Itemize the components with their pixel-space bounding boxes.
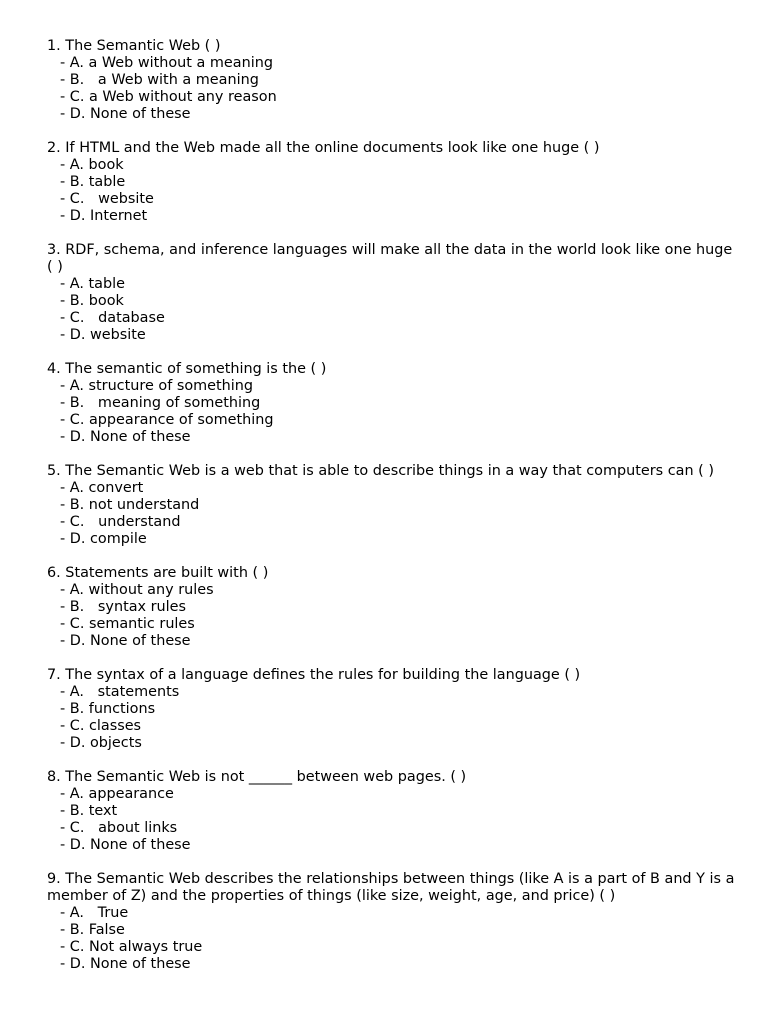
option-d: - D. None of these — [60, 956, 191, 972]
option-d: - D. None of these — [60, 633, 191, 649]
option-list — [47, 786, 738, 854]
option-b: - B. meaning of something — [60, 395, 261, 411]
question-stem: 3. RDF, schema, and inference languages will make all the data in the world look like one huge ( ) — [47, 242, 737, 275]
option-b: - B. a Web with a meaning — [60, 72, 259, 88]
option-b: - B. syntax rules — [60, 599, 187, 615]
option-d: - D. objects — [60, 735, 142, 751]
question-3 — [47, 242, 738, 344]
option-c: - C. database — [60, 310, 165, 326]
option-a: - A. True — [60, 905, 129, 921]
option-a: - A. table — [60, 276, 125, 292]
option-d: - D. Internet — [60, 208, 148, 224]
option-list — [47, 55, 738, 123]
question-stem: 5. The Semantic Web is a web that is able to describe things in a way that computers can ( ) — [47, 463, 714, 479]
option-d: - D. None of these — [60, 429, 191, 445]
option-b: - B. functions — [60, 701, 156, 717]
question-stem: 8. The Semantic Web is not ______ between web pages. ( ) — [47, 769, 467, 785]
option-b: - B. text — [60, 803, 118, 819]
question-8 — [47, 769, 738, 854]
question-stem: 7. The syntax of a language defines the rules for building the language ( ) — [47, 667, 581, 683]
question-stem: 2. If HTML and the Web made all the online documents look like one huge ( ) — [47, 140, 600, 156]
option-c: - C. understand — [60, 514, 181, 530]
question-5 — [47, 463, 738, 548]
option-b: - B. table — [60, 174, 126, 190]
option-b: - B. False — [60, 922, 125, 938]
option-c: - C. a Web without any reason — [60, 89, 277, 105]
option-a: - A. structure of something — [60, 378, 254, 394]
question-4 — [47, 361, 738, 446]
option-list — [47, 276, 738, 344]
option-b: - B. book — [60, 293, 124, 309]
question-1 — [47, 38, 738, 123]
option-list — [47, 582, 738, 650]
option-list — [47, 480, 738, 548]
option-list — [47, 378, 738, 446]
question-7 — [47, 667, 738, 752]
question-stem: 9. The Semantic Web describes the relationships between things (like A is a part of B and Y is a member of Z) and the properties of things (like size, weight, age, and price) ( ) — [47, 871, 739, 904]
option-d: - D. compile — [60, 531, 147, 547]
option-d: - D. None of these — [60, 106, 191, 122]
option-c: - C. classes — [60, 718, 142, 734]
option-c: - C. website — [60, 191, 154, 207]
question-2 — [47, 140, 738, 225]
option-c: - C. semantic rules — [60, 616, 195, 632]
option-list — [47, 905, 738, 973]
question-9 — [47, 871, 738, 973]
option-a: - A. a Web without a meaning — [60, 55, 273, 71]
question-stem: 1. The Semantic Web ( ) — [47, 38, 221, 54]
option-a: - A. without any rules — [60, 582, 214, 598]
option-a: - A. book — [60, 157, 124, 173]
question-stem: 6. Statements are built with ( ) — [47, 565, 269, 581]
option-a: - A. convert — [60, 480, 144, 496]
question-6 — [47, 565, 738, 650]
option-list — [47, 684, 738, 752]
option-c: - C. about links — [60, 820, 178, 836]
question-stem: 4. The semantic of something is the ( ) — [47, 361, 327, 377]
option-d: - D. website — [60, 327, 146, 343]
option-c: - C. appearance of something — [60, 412, 274, 428]
option-a: - A. statements — [60, 684, 180, 700]
option-list — [47, 157, 738, 225]
option-c: - C. Not always true — [60, 939, 203, 955]
option-d: - D. None of these — [60, 837, 191, 853]
option-b: - B. not understand — [60, 497, 200, 513]
option-a: - A. appearance — [60, 786, 174, 802]
